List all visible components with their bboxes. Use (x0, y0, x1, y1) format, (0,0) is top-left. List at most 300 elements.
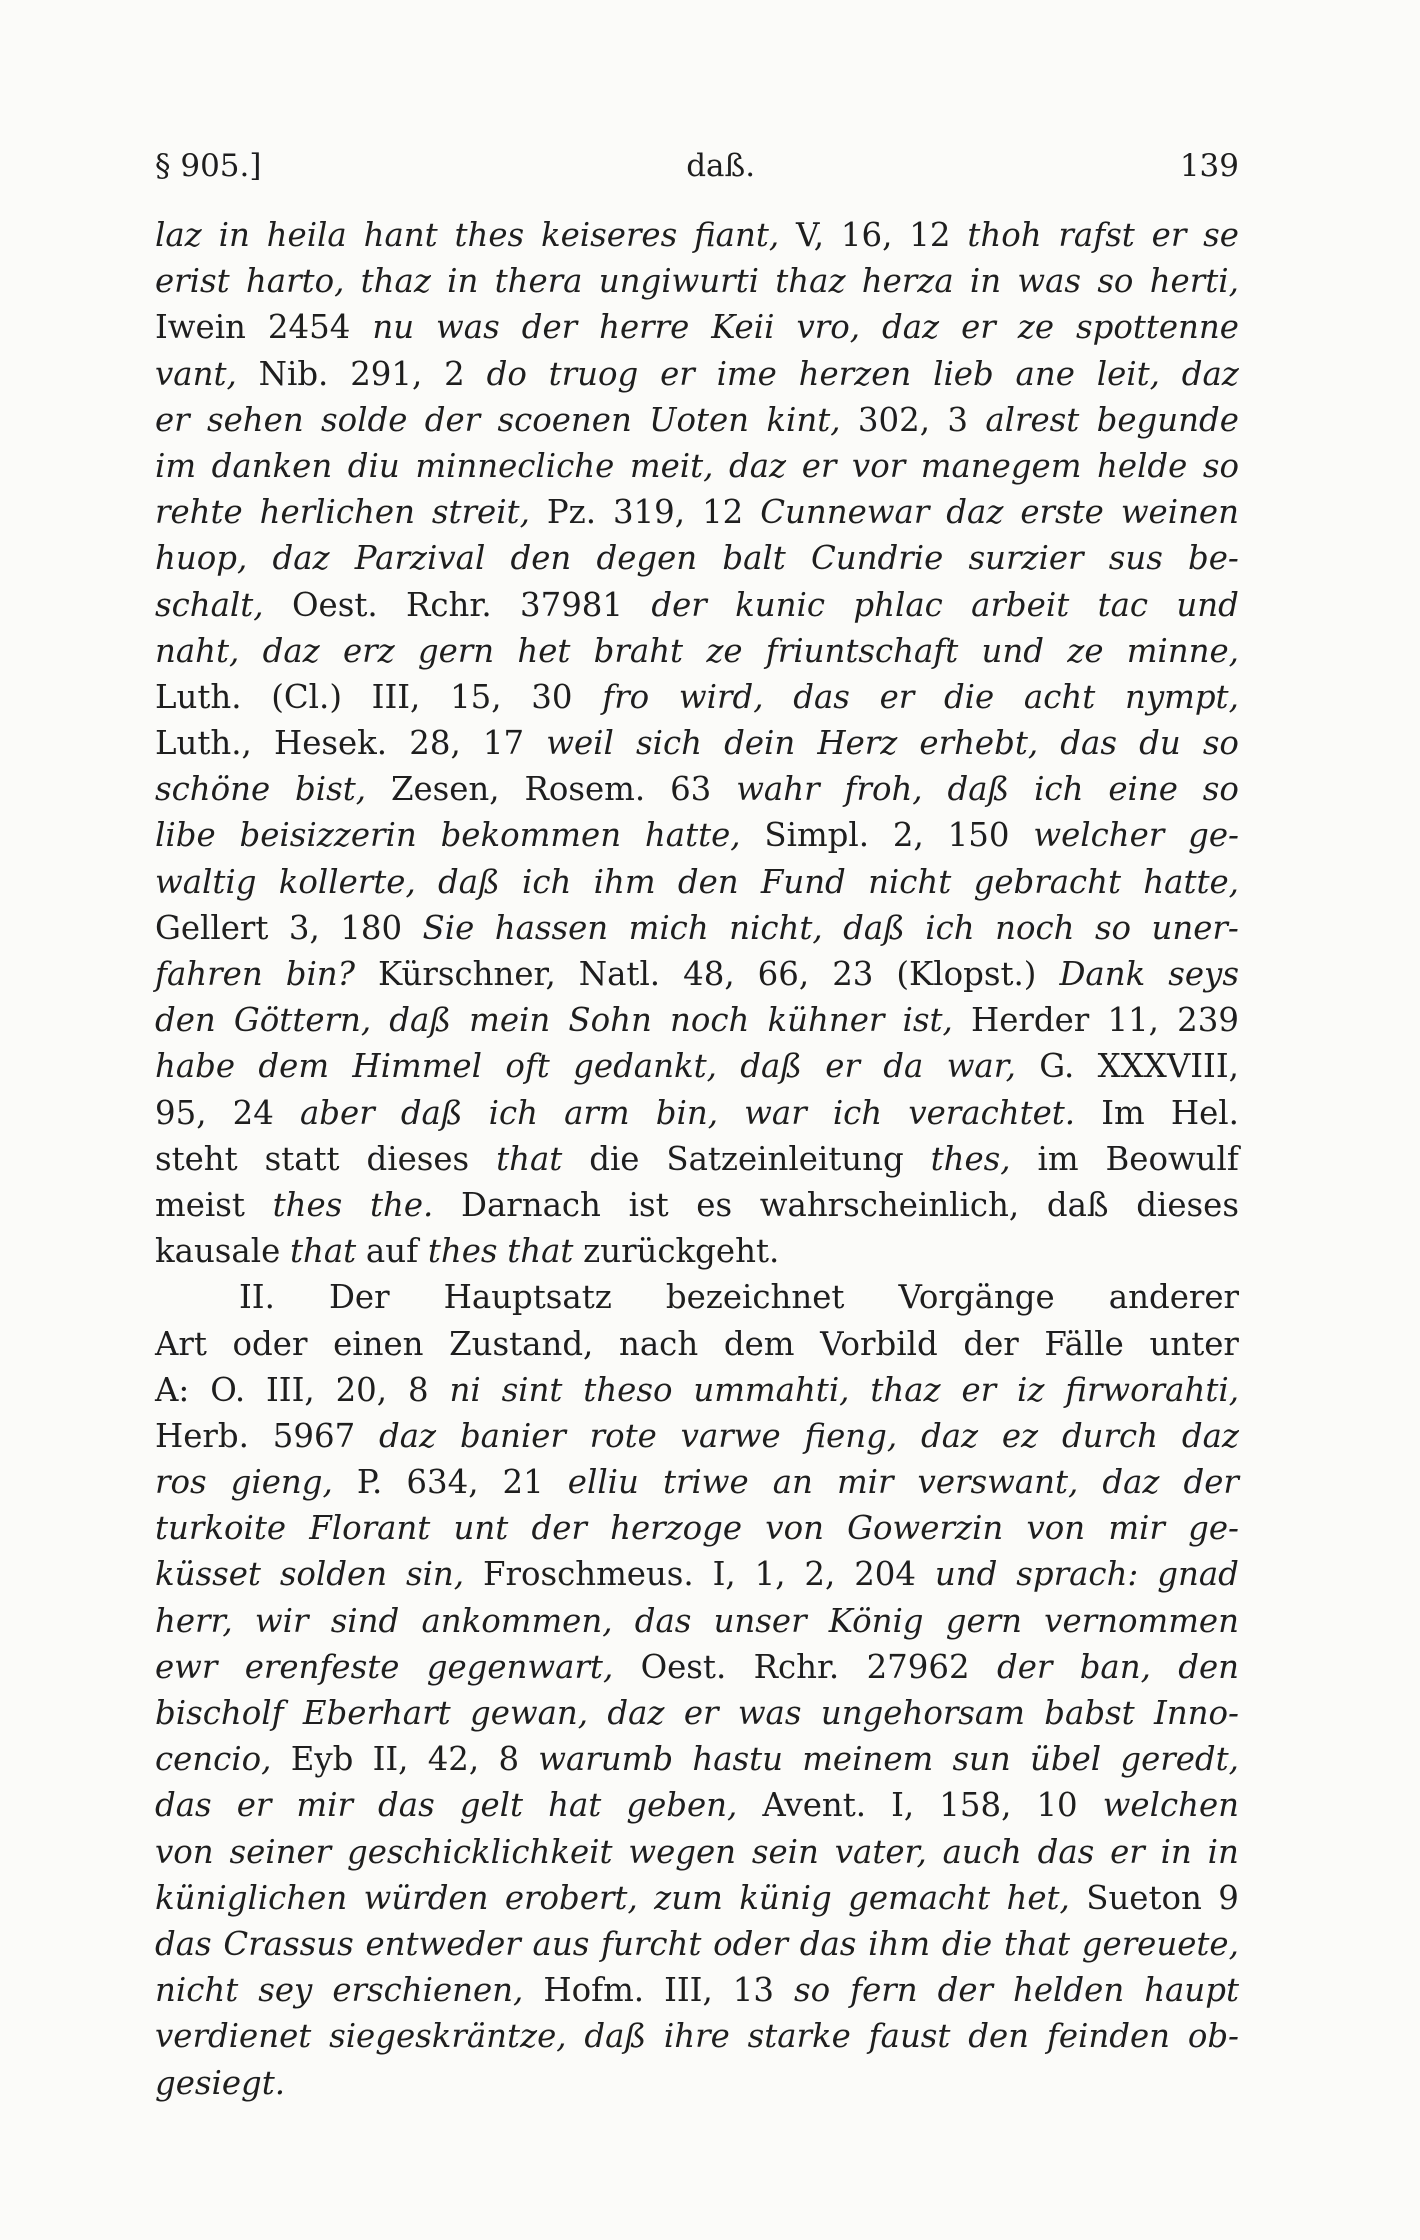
quoted-word: das (634, 1601, 692, 1640)
word: 23 (832, 955, 874, 993)
quoted-word: feinden (1046, 2017, 1170, 2056)
text-line (155, 1875, 1239, 1921)
word: 5967 (272, 1416, 356, 1455)
word: 20, (335, 1370, 388, 1409)
quoted-word: spottenne (1075, 308, 1239, 347)
quoted-word: so (1202, 770, 1239, 809)
quoted-word: diu (347, 446, 400, 485)
quoted-word: helde (1097, 446, 1188, 485)
quoted-word: haupt (1144, 1971, 1239, 2010)
text-line (155, 1367, 1239, 1413)
quoted-word: ime (716, 354, 777, 393)
quoted-word: danken (211, 446, 333, 485)
quoted-word: kint, (766, 400, 841, 439)
quoted-word: uner- (1151, 908, 1239, 947)
word: 2, (892, 816, 924, 855)
quoted-word: erenfeste (244, 1647, 400, 1686)
quoted-word: ich (521, 862, 572, 901)
word: Pz. (546, 493, 596, 532)
quoted-word: siegeskräntze, (329, 2017, 567, 2056)
word: steht (155, 1139, 238, 1178)
text-line (155, 1321, 1239, 1367)
quoted-word: die (941, 1924, 993, 1963)
word: Satzeinleitung (666, 1139, 904, 1178)
quoted-word: sin, (405, 1555, 465, 1594)
quoted-word: in (447, 262, 479, 301)
quoted-word: erist (155, 262, 230, 301)
word: V, (796, 216, 825, 254)
word: daß (1046, 1185, 1109, 1224)
quoted-word: meit, (629, 446, 714, 485)
quoted-word: fieng, (804, 1416, 898, 1455)
text-line (155, 1136, 1239, 1182)
word: Im (1101, 1093, 1145, 1132)
word: auf (365, 1232, 419, 1271)
word: 319, (612, 493, 686, 532)
text-line (155, 859, 1239, 905)
quoted-word: ich (832, 1093, 883, 1132)
quoted-word: küniglichen (155, 1878, 348, 1917)
word: Herder (971, 1001, 1090, 1040)
quoted-word: er (825, 1047, 860, 1086)
quoted-word: manegem (920, 446, 1082, 485)
quoted-word: sun (952, 1740, 1011, 1779)
word: Art (155, 1324, 207, 1363)
quoted-word: Dank (1059, 955, 1146, 993)
quoted-word: er (155, 400, 190, 439)
word: 42, (427, 1740, 480, 1779)
word: 150 (947, 816, 1010, 855)
word: 17 (482, 724, 525, 763)
quoted-word: laz (155, 216, 202, 254)
word: Hel. (1170, 1093, 1239, 1132)
text-line (155, 1644, 1239, 1690)
quoted-word: hastu (692, 1740, 783, 1779)
quoted-word: bin? (285, 955, 356, 993)
word: III, (266, 1370, 315, 1409)
text-line (155, 1043, 1239, 1089)
quoted-word: daz (882, 308, 940, 347)
quoted-word: Cunnewar (760, 493, 930, 532)
word: der (963, 1324, 1019, 1363)
quoted-word: daß (389, 1001, 451, 1040)
quoted-word: sich (635, 724, 702, 763)
word: II, (372, 1740, 409, 1779)
word: A: (155, 1370, 190, 1409)
quoted-word: geschicklichkeit (347, 1832, 613, 1871)
quoted-word: rehte (155, 493, 243, 532)
word: P. (356, 1463, 383, 1502)
word: Hofm. (543, 1971, 645, 2010)
running-title: daß. (686, 148, 756, 184)
quoted-word: welchen (1102, 1786, 1239, 1825)
quoted-word: würden (363, 1878, 489, 1917)
quoted-word: das (1060, 724, 1117, 763)
quoted-word: nympt, (1124, 677, 1239, 716)
page-number: 139 (1179, 148, 1239, 184)
quoted-word: tac (1097, 585, 1149, 624)
quoted-word: keiseres (541, 216, 678, 254)
quoted-word: warumb (538, 1740, 674, 1779)
quoted-word: sein (751, 1832, 819, 1871)
quoted-word: der (996, 1647, 1053, 1686)
quoted-word: und (934, 1555, 998, 1594)
quoted-word: starke (747, 2017, 851, 2056)
quoted-word: het (517, 631, 571, 670)
quoted-word: von (155, 1832, 214, 1871)
word: dem (723, 1324, 795, 1363)
quoted-word: daß (400, 1093, 463, 1132)
quoted-word: gedankt, (573, 1047, 717, 1086)
word: 158, (939, 1786, 1012, 1825)
quoted-word: braht (593, 631, 684, 670)
quoted-word: Göttern, (233, 1001, 372, 1040)
quoted-word: ban, (1079, 1647, 1151, 1686)
quoted-word: arbeit (971, 585, 1070, 624)
quoted-word: das (155, 1786, 212, 1825)
quoted-word: den (968, 2017, 1030, 2056)
quoted-word: vro, (796, 308, 861, 347)
word: im (1037, 1139, 1079, 1178)
quoted-word: ze (1017, 308, 1054, 347)
quoted-word: der (424, 400, 481, 439)
quoted-word: er (961, 1370, 997, 1409)
quoted-word: ewr (155, 1647, 218, 1686)
word: Vorgänge (898, 1278, 1055, 1317)
quoted-word: vant, (155, 354, 237, 393)
word: kausale (155, 1232, 281, 1271)
quoted-word: Fund (760, 862, 846, 901)
text-line (155, 812, 1239, 858)
quoted-word: ihre (663, 2017, 730, 2056)
word: 180 (340, 908, 403, 947)
word: 10 (1036, 1786, 1078, 1825)
quoted-word: hatte, (1143, 862, 1239, 901)
quoted-word: arm (564, 1093, 630, 1132)
quoted-word: ankommen, (421, 1601, 613, 1640)
quoted-word: mir (296, 1786, 353, 1825)
quoted-word: was (436, 308, 500, 347)
quoted-word: das (378, 1786, 435, 1825)
quoted-word: daz (1102, 1463, 1160, 1502)
text-line (155, 489, 1239, 535)
quoted-word: so (1097, 262, 1134, 301)
quoted-word: ane (1015, 354, 1075, 393)
quoted-word: dem (258, 1047, 330, 1086)
quoted-word: erste (1020, 493, 1104, 532)
quoted-word: von (1026, 1509, 1086, 1548)
quoted-word: ungehorsam (820, 1694, 1025, 1732)
quoted-word: thaz (775, 262, 846, 301)
text-line (155, 951, 1239, 997)
word: Beowulf (1105, 1139, 1239, 1178)
quoted-word: Sohn (568, 1001, 652, 1040)
quoted-word: habe (155, 1047, 236, 1086)
quoted-word: balt (722, 539, 786, 578)
quoted-word: ze (1067, 631, 1104, 670)
quoted-word: daz (1181, 1416, 1239, 1455)
quoted-word: du (1139, 724, 1181, 763)
text-line (155, 443, 1239, 489)
quoted-word: elliu (567, 1463, 639, 1502)
quoted-word: in (218, 216, 250, 254)
quoted-word: that (289, 1232, 357, 1271)
word: (Klopst.) (896, 955, 1037, 993)
quoted-word: Inno- (1154, 1694, 1239, 1732)
quoted-word: ist, (902, 1001, 953, 1040)
quoted-word: noch (995, 908, 1075, 947)
quoted-word: that (496, 1139, 563, 1178)
quoted-word: nu (372, 308, 415, 347)
text-line (155, 1505, 1239, 1551)
word: 66, (757, 955, 810, 993)
quoted-word: daz (1181, 354, 1239, 393)
word: 1, (754, 1555, 786, 1594)
word: G. (1039, 1047, 1075, 1086)
word: 15, (450, 677, 502, 716)
word: bezeichnet (665, 1278, 845, 1317)
quoted-word: thes (272, 1185, 343, 1224)
quoted-word: solden (279, 1555, 388, 1594)
quoted-word: hassen (494, 908, 609, 947)
quoted-word: surzier (968, 539, 1084, 578)
word: Hesek. (273, 724, 388, 763)
quoted-word: eine (1108, 770, 1178, 809)
quoted-word: cencio, (155, 1740, 272, 1779)
text-line (155, 1690, 1239, 1736)
quoted-word: streit, (431, 493, 530, 532)
word: zurückgeht. (583, 1232, 780, 1271)
text-line (155, 766, 1239, 812)
text-line (155, 720, 1239, 766)
quoted-word: oft (505, 1047, 550, 1086)
quoted-word: erschienen, (332, 1971, 524, 2010)
word: Luth. (155, 677, 242, 716)
quoted-word: begunde (1096, 400, 1239, 439)
quoted-word: heila (266, 216, 347, 254)
quoted-word: da (883, 1047, 924, 1086)
word: 13 (732, 1971, 774, 2010)
quoted-word: der (651, 585, 707, 624)
quoted-word: der (531, 1509, 587, 1548)
quoted-word: aber (299, 1093, 375, 1132)
text-line (155, 2013, 1239, 2059)
quoted-word: sind (330, 1601, 400, 1640)
quoted-word: herzoge (610, 1509, 743, 1548)
word: (Cl.) (271, 677, 342, 716)
quoted-word: herre (599, 308, 690, 347)
quoted-word: so (1202, 724, 1239, 763)
running-header (155, 148, 1239, 208)
quoted-word: er (879, 677, 915, 716)
word: wahrscheinlich, (759, 1185, 1020, 1224)
text-line (155, 1598, 1239, 1644)
quoted-word: libe (155, 816, 216, 855)
quoted-word: het, (1006, 1878, 1070, 1917)
quoted-word: Uoten (649, 400, 750, 439)
word: Nib. (258, 354, 329, 393)
quoted-word: daz (729, 446, 787, 485)
quoted-word: daz (379, 1416, 437, 1455)
quoted-word: leit, (1096, 354, 1160, 393)
quoted-word: theso (583, 1370, 673, 1409)
quoted-word: harto, (245, 262, 345, 301)
quoted-word: gieng, (230, 1463, 333, 1502)
word: meist (155, 1185, 245, 1224)
quoted-word: so (1202, 446, 1239, 485)
word: Zesen, (390, 770, 500, 809)
quoted-word: den (1178, 1647, 1239, 1686)
quoted-word: den (155, 1001, 216, 1040)
quoted-word: ob- (1187, 2017, 1239, 2056)
word: einen (333, 1324, 424, 1363)
quoted-word: Himmel (352, 1047, 482, 1086)
word: 2454 (267, 308, 351, 347)
quoted-word: ge- (1188, 816, 1239, 855)
quoted-word: mich (628, 908, 709, 947)
quoted-word: se (1203, 216, 1239, 254)
quoted-word: thes (427, 1232, 498, 1271)
quoted-word: minnecliche (415, 446, 615, 485)
word: II. (239, 1278, 275, 1317)
quoted-word: vater, (834, 1832, 927, 1871)
word: 2, (804, 1555, 836, 1594)
word: oder (232, 1324, 308, 1363)
quoted-word: nicht (155, 1971, 239, 2010)
text-line (155, 258, 1239, 304)
quoted-word: triwe (662, 1463, 749, 1502)
quoted-word: Sie (422, 908, 475, 947)
quoted-word: ich (1034, 770, 1084, 809)
quoted-word: an (772, 1463, 813, 1502)
text-line (155, 1182, 1239, 1228)
quoted-word: gern (945, 1601, 1022, 1640)
quoted-word: erhebt, (919, 724, 1039, 763)
quoted-word: alrest (985, 400, 1080, 439)
quoted-word: den (677, 862, 739, 901)
word: 3, (288, 908, 320, 947)
quoted-word: hat (548, 1786, 602, 1825)
quoted-word: Gowerzin (847, 1509, 1004, 1548)
quoted-word: ihm (593, 862, 656, 901)
quoted-word: er (1151, 216, 1187, 254)
word: 8 (498, 1740, 520, 1779)
quoted-word: vor (851, 446, 906, 485)
word: 30 (531, 677, 573, 716)
quoted-word: banier (459, 1416, 566, 1455)
word: 27962 (866, 1647, 970, 1686)
quoted-word: geben, (626, 1786, 738, 1825)
quoted-word: künig (739, 1878, 832, 1917)
quoted-word: herr, (155, 1601, 233, 1640)
quoted-word: Herz (817, 724, 898, 763)
quoted-word: König (828, 1601, 924, 1640)
quoted-word: wird, (678, 677, 764, 716)
quoted-word: kollerte, (278, 862, 416, 901)
quoted-word: fern (850, 1971, 918, 2010)
quoted-word: ihm (868, 1924, 931, 1963)
word: 12 (702, 493, 744, 532)
quoted-word: daz (920, 1416, 979, 1455)
text-line (155, 1967, 1239, 2013)
word: die (589, 1139, 640, 1178)
quoted-word: kunic (735, 585, 825, 624)
quoted-word: fro (602, 677, 650, 716)
quoted-word: so (1094, 908, 1132, 947)
word: XXXVIII, (1097, 1047, 1239, 1086)
word: Rosem. (524, 770, 646, 809)
word: Oest. (640, 1647, 727, 1686)
word: Natl. (578, 955, 661, 993)
text-line (155, 582, 1239, 628)
quoted-word: daß (438, 862, 500, 901)
quoted-word: solde (321, 400, 408, 439)
quoted-word: gegenwart, (426, 1647, 614, 1686)
text-line (155, 1551, 1239, 1597)
section-reference: § 905.] (155, 148, 262, 184)
quoted-word: rote (589, 1416, 657, 1455)
text-line (155, 397, 1239, 443)
quoted-word: degen (596, 539, 698, 578)
quoted-word: das (155, 1924, 212, 1963)
word: 9 (1218, 1878, 1239, 1917)
quoted-word: kühner (767, 1001, 885, 1040)
quoted-word: Keii (711, 308, 775, 347)
quoted-word: herza (861, 262, 954, 301)
word: 95, (155, 1093, 207, 1132)
quoted-word: helden (1013, 1971, 1125, 2010)
quoted-word: wir (254, 1601, 309, 1640)
word: statt (264, 1139, 340, 1178)
word: 8 (407, 1370, 429, 1409)
quoted-word: mir (1108, 1509, 1165, 1548)
quoted-word: was (737, 1694, 802, 1732)
quoted-word: welcher (1033, 816, 1165, 855)
word: 21 (502, 1463, 544, 1502)
quoted-word: rafst (1058, 216, 1135, 254)
quoted-word: ni (449, 1370, 481, 1409)
word: Hauptsatz (443, 1278, 612, 1317)
quoted-word: dein (724, 724, 796, 763)
quoted-word: herti, (1149, 262, 1239, 301)
quoted-word: zum (654, 1878, 723, 1917)
quoted-word: gesiegt. (155, 2063, 286, 2102)
text-line (155, 1736, 1239, 1782)
quoted-word: erobert, (504, 1878, 638, 1917)
word: Simpl. (764, 816, 870, 855)
word: 12 (909, 216, 951, 254)
word: 11, (1107, 1001, 1159, 1040)
text-line (155, 304, 1239, 350)
quoted-word: daß (843, 908, 905, 947)
quoted-word: gewan, (469, 1694, 589, 1732)
quoted-word: sey (258, 1971, 313, 2010)
quoted-word: herzen (798, 354, 912, 393)
quoted-word: der (521, 308, 578, 347)
quoted-word: noch (669, 1001, 750, 1040)
word: Vorbild (820, 1324, 938, 1363)
quoted-word: gelt (459, 1786, 524, 1825)
quoted-word: oder (713, 1924, 789, 1963)
quoted-word: daß (584, 2017, 647, 2056)
quoted-word: verswant, (917, 1463, 1079, 1502)
quoted-word: sprach: (1016, 1555, 1139, 1594)
text-line (155, 1413, 1239, 1459)
quoted-word: Florant (309, 1509, 431, 1548)
word: I, (712, 1555, 736, 1594)
quoted-word: er (683, 1694, 719, 1732)
word: Froschmeus. (482, 1555, 694, 1594)
